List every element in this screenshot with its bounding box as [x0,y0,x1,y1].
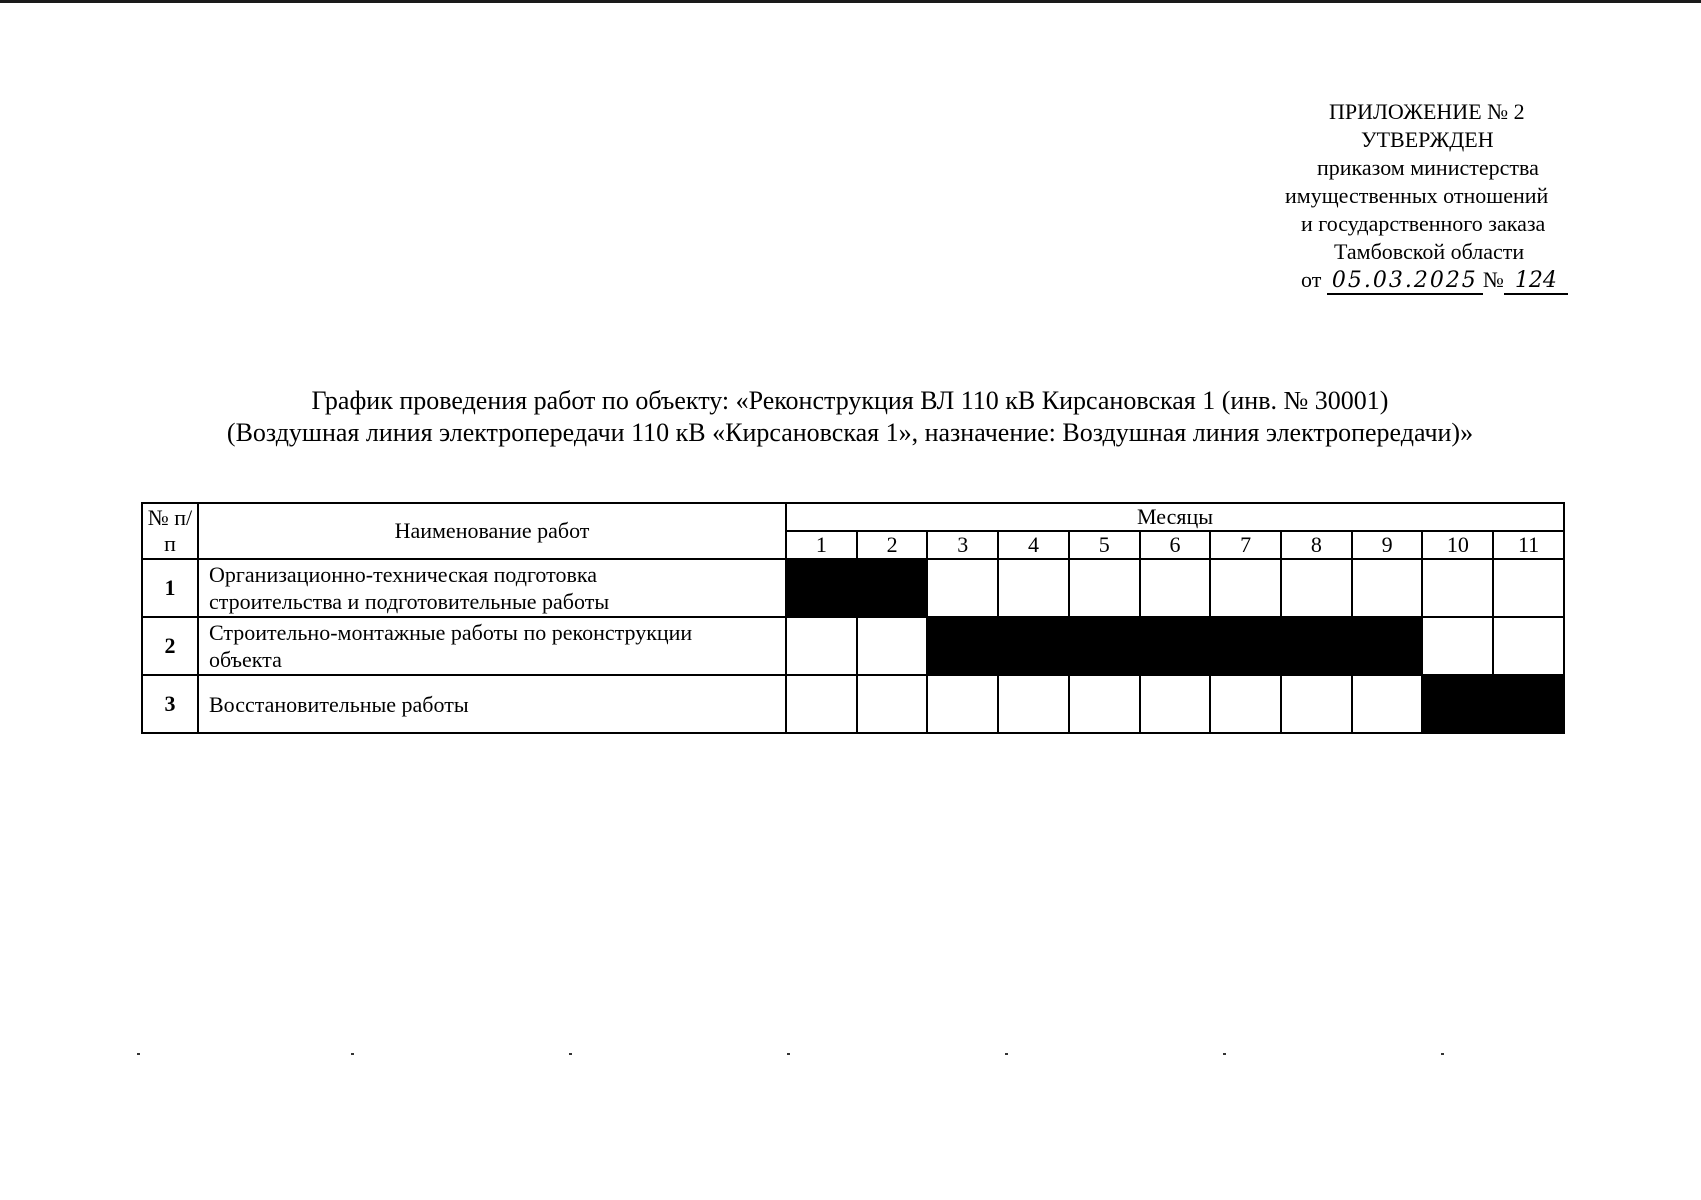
approval-ministry-line: имущественных отношений [1285,183,1549,208]
scan-top-edge [0,0,1701,3]
work-name-line-1: Восстановительные работы [209,691,469,717]
month-header-1: 1 [786,531,857,559]
gantt-cell-month-10 [1422,617,1493,675]
gantt-cell-month-9 [1352,559,1423,617]
header-num: № п/п [142,503,198,559]
row-number: 3 [142,675,198,733]
schedule-body [142,559,1564,733]
gantt-cell-month-1-active [786,559,857,617]
gantt-cell-month-5-active [1069,617,1140,675]
gantt-cell-month-11 [1493,559,1564,617]
scan-speck [787,1053,790,1055]
scan-speck [1223,1053,1226,1055]
header-row [142,503,1564,531]
row-number: 2 [142,617,198,675]
gantt-cell-month-6-active [1140,617,1211,675]
handwritten-number: 124 [1504,269,1568,295]
gantt-cell-month-2-active [857,559,928,617]
approval-block [1230,98,1670,295]
approval-order-line: приказом министерства [1317,155,1539,180]
scan-speck [137,1053,140,1055]
gantt-cell-month-6 [1140,559,1211,617]
month-header-7: 7 [1210,531,1281,559]
scan-speck [351,1053,354,1055]
gantt-cell-month-10-active [1422,675,1493,733]
month-header-10: 10 [1422,531,1493,559]
gantt-cell-month-11 [1493,617,1564,675]
gantt-cell-month-5 [1069,559,1140,617]
gantt-cell-month-8-active [1281,617,1352,675]
scan-speck [1441,1053,1444,1055]
gantt-cell-month-8 [1281,675,1352,733]
gantt-cell-month-7 [1210,559,1281,617]
gantt-cell-month-4 [998,675,1069,733]
number-prefix: № [1482,267,1504,292]
work-name [198,675,786,733]
gantt-cell-month-7-active [1210,617,1281,675]
month-header-4: 4 [998,531,1069,559]
gantt-cell-month-2 [857,675,928,733]
scan-speck [569,1053,572,1055]
title-line-1: График проведения работ по объекту: «Реконструкция ВЛ 110 кВ Кирсановская 1 (инв. № 30001) [311,386,1389,415]
month-header-2: 2 [857,531,928,559]
table-row [142,617,1564,675]
gantt-cell-month-8 [1281,559,1352,617]
gantt-cell-month-1 [786,617,857,675]
approval-ministry-line-2: и государственного заказа [1301,211,1546,236]
month-header-6: 6 [1140,531,1211,559]
gantt-cell-month-3-active [927,617,998,675]
work-name [198,559,786,617]
table-row [142,559,1564,617]
title-line-2: (Воздушная линия электропередачи 110 кВ «Кирсановская 1», назначение: Воздушная линия электропередачи)» [226,418,1474,447]
table-row [142,675,1564,733]
gantt-cell-month-9 [1352,675,1423,733]
approved-label: УТВЕРЖДЕН [1361,127,1494,152]
month-header-5: 5 [1069,531,1140,559]
work-schedule-table [141,502,1565,734]
month-header-11: 11 [1493,531,1564,559]
gantt-cell-month-3 [927,559,998,617]
work-name-line-2: объекта [209,647,282,672]
month-header-8: 8 [1281,531,1352,559]
gantt-cell-month-1 [786,675,857,733]
month-header-3: 3 [927,531,998,559]
work-name-line-2: строительства и подготовительные работы [209,589,610,614]
work-name-line-1: Строительно-монтажные работы по реконструкции [209,620,693,645]
month-header-9: 9 [1352,531,1423,559]
approval-region-line: Тамбовской области [1334,239,1525,264]
gantt-cell-month-5 [1069,675,1140,733]
gantt-cell-month-11-active [1493,675,1564,733]
work-name [198,617,786,675]
header-name: Наименование работ [198,503,786,559]
gantt-cell-month-6 [1140,675,1211,733]
gantt-cell-month-4 [998,559,1069,617]
gantt-cell-month-2 [857,617,928,675]
header-months: Месяцы [786,503,1564,531]
scan-speck [1005,1053,1008,1055]
row-number: 1 [142,559,198,617]
gantt-cell-month-10 [1422,559,1493,617]
gantt-cell-month-7 [1210,675,1281,733]
date-prefix: от [1301,267,1322,292]
document-title [140,385,1560,449]
work-name-line-1: Организационно-техническая подготовка [209,562,597,587]
gantt-cell-month-3 [927,675,998,733]
approval-date-line [1230,266,1670,295]
appendix-label: ПРИЛОЖЕНИЕ № 2 [1329,99,1525,124]
gantt-cell-month-4-active [998,617,1069,675]
handwritten-date: 05.03.2025 [1327,269,1483,295]
gantt-cell-month-9-active [1352,617,1423,675]
